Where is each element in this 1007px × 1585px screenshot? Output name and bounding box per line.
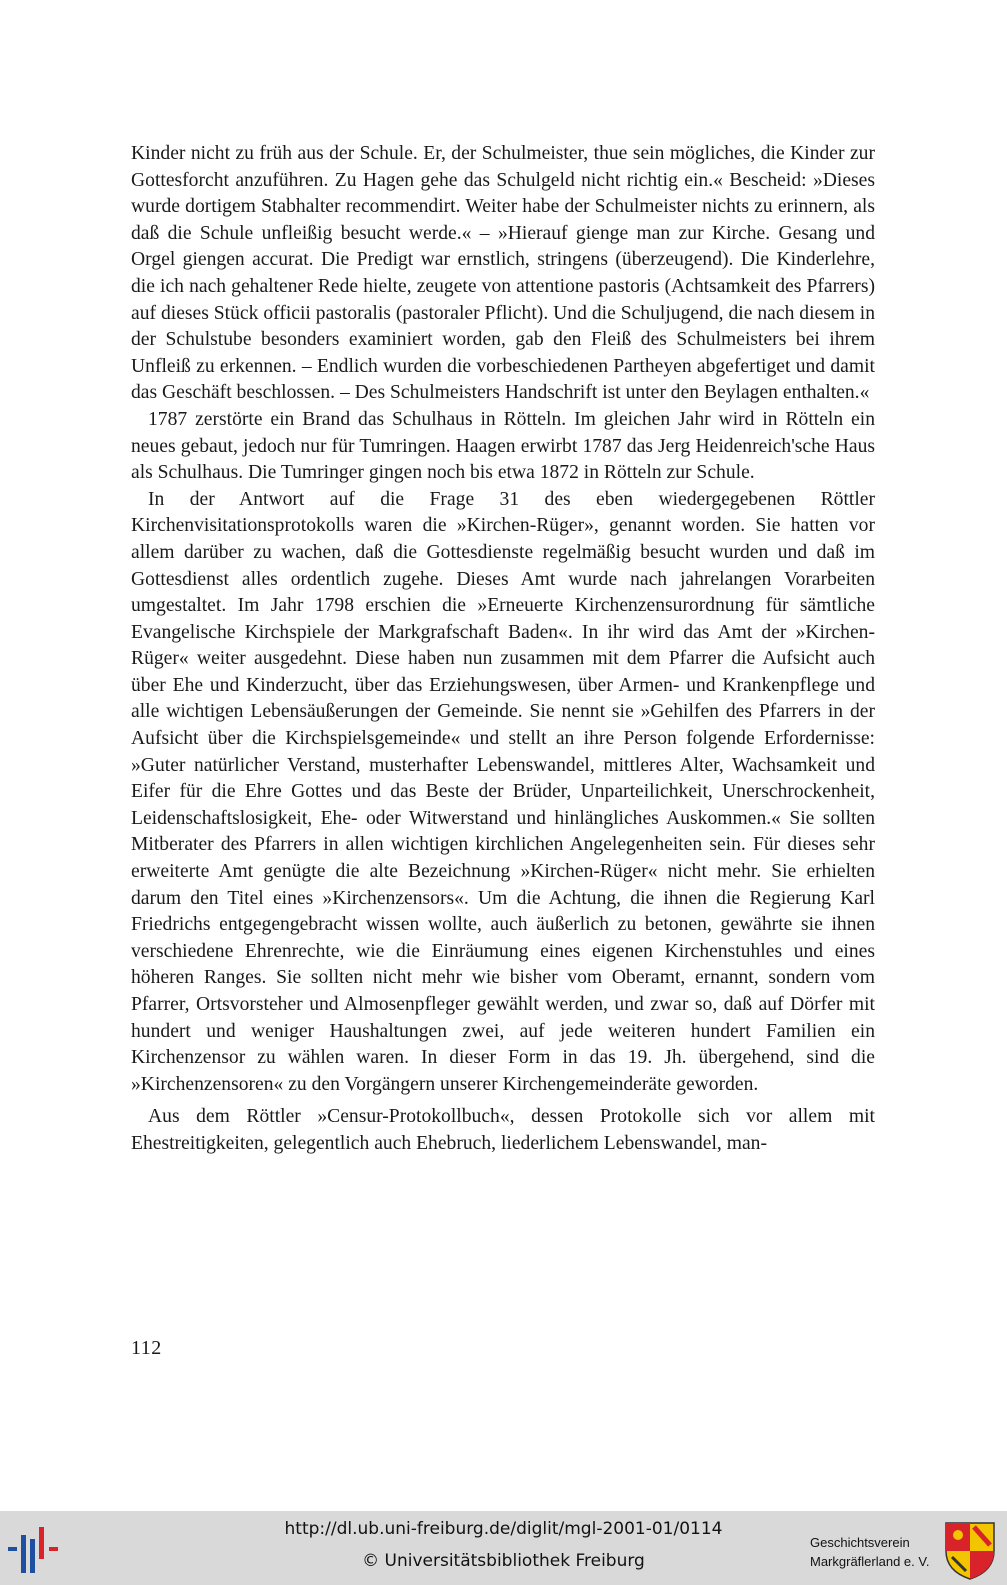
society-line-2: Markgräflerland e. V. (810, 1554, 930, 1569)
footer-bar (0, 1511, 1007, 1585)
paragraph-3: In der Antwort auf die Frage 31 des eben wiedergegebenen Röttler Kirchenvisitationsprotokolls waren die »Kirchen-Rüger», genannt worden. Sie hatten vor allem darüber zu wachen, daß die Gottesdienste regelmäßig besucht wurden und daß im Gottesdienst alles ordentlich zugehe. Dieses Amt wurde nach jahrelangen Vorarbeiten umgestaltet. Im Jahr 1798 erschien die »Erneuerte Kirchenzensurordnung für sämtliche Evangelische Kirchspiele der Markgrafschaft Baden«. In ihr wird das Amt der »Kirchen-Rüger« weiter ausgedehnt. Diese haben nun zusammen mit dem Pfarrer die Aufsicht auch über Ehe und Kinderzucht, über das Erziehungswesen, über Armen- und Krankenpflege und alle wichtigen Lebensäußerungen der Gemeinde. Sie nennt sie »Gehilfen des Pfarrers in der Aufsicht über die Kirchspielsgemeinde« und stellt an ihre Person folgende Erfordernisse: »Guter natürlicher Verstand, musterhafter Lebenswandel, mittleres Alter, Wachsamkeit und Eifer für die Ehre Gottes und das Beste der Brüder, Unparteilichkeit, Unerschrockenheit, Leidenschaftslosigkeit, Ehe- oder Witwerstand und hinlängliches Auskommen.« Sie sollten Mitberater des Pfarrers in allen wichtigen kirchlichen Angelegenheiten sein. Für dieses sehr erweiterte Amt genügte die alte Bezeichnung »Kirchen-Rüger« nicht mehr. Sie erhielten darum den Titel eines »Kirchenzensors«. Um die Achtung, die ihnen die Regierung Karl Friedrichs entgegengebracht wissen wollte, auch äußerlich zu betonen, gewährte sie ihnen verschiedene Ehrenrechte, wie die Einräumung eines eigenen Kirchenstuhles und eines höheren Ranges. Sie sollten nicht mehr wie bisher vom Oberamt, ernannt, sondern vom Pfarrer, Ortsvorsteher und Almosenpfleger gewählt werden, und zwar so, daß auf Dörfer mit hundert und weniger Haushaltungen zwei, auf jede weiteren hundert Familien ein Kirchenzensor zu wählen waren. In dieser Form in das 19. Jh. übergehend, sind die »Kirchenzensoren« zu den Vorgängern unserer Kirchengemeinderäte geworden. (131, 488, 875, 1095)
paragraph-4: Aus dem Röttler »Censur-Protokollbuch«, dessen Protokolle sich vor allem mit Ehestreitigkeiten, gelegentlich auch Ehebruch, liederlichem Lebenswandel, man- (131, 1106, 875, 1154)
paragraph-1: Kinder nicht zu früh aus der Schule. Er, der Schulmeister, thue sein mögliches, die Kinder zur Gottesforcht anzuführen. Zu Hagen gehe das Schulgeld nicht richtig ein.« Bescheid: »Dieses wurde dortigem Stabhalter recommendirt. Weiter habe der Schulmeister nichts zu erinnern, als daß die Schule unfleißig besucht werde.« – »Hierauf gienge man zur Kirche. Gesang und Orgel giengen accurat. Die Predigt war ernstlich, stringens (überzeugend). Die Kinderlehre, die ich nach gehaltener Rede hielte, zeugete von attentione pastoris (Achtsamkeit des Pfarrers) auf dieses Stück officii pastoralis (pastoraler Pflicht). Und die Schuljugend, die nach diesem in der Schulstube besonders examiniert worden, gab den Fleiß des Schulmeisters bei ihrem Unfleiß zu erkennen. – Endlich wurden die vorbeschiedenen Partheyen abgefertiget und damit das Geschäft beschlossen. – Des Schulmeisters Handschrift ist unter den Beylagen enthalten.« (131, 143, 875, 404)
society-name (810, 1533, 929, 1571)
footer-copyright: © Universitätsbibliothek Freiburg (362, 1551, 645, 1571)
footer-url-link[interactable]: http://dl.ub.uni-freiburg.de/diglit/mgl-2001-01/0114 (284, 1519, 723, 1539)
paragraph-2: 1787 zerstörte ein Brand das Schulhaus in Rötteln. Im gleichen Jahr wird in Rötteln ein neues gebaut, jedoch nur für Tumringen. Haagen erwirbt 1787 das Jerg Heidenreich'sche Haus als Schulhaus. Die Tumringer gingen noch bis etwa 1872 in Rötteln zur Schule. (131, 408, 875, 484)
page-body (131, 141, 875, 1158)
page-number: 112 (131, 1337, 162, 1359)
society-crest-icon (944, 1521, 996, 1581)
society-line-1: Geschichtsverein (810, 1535, 910, 1550)
